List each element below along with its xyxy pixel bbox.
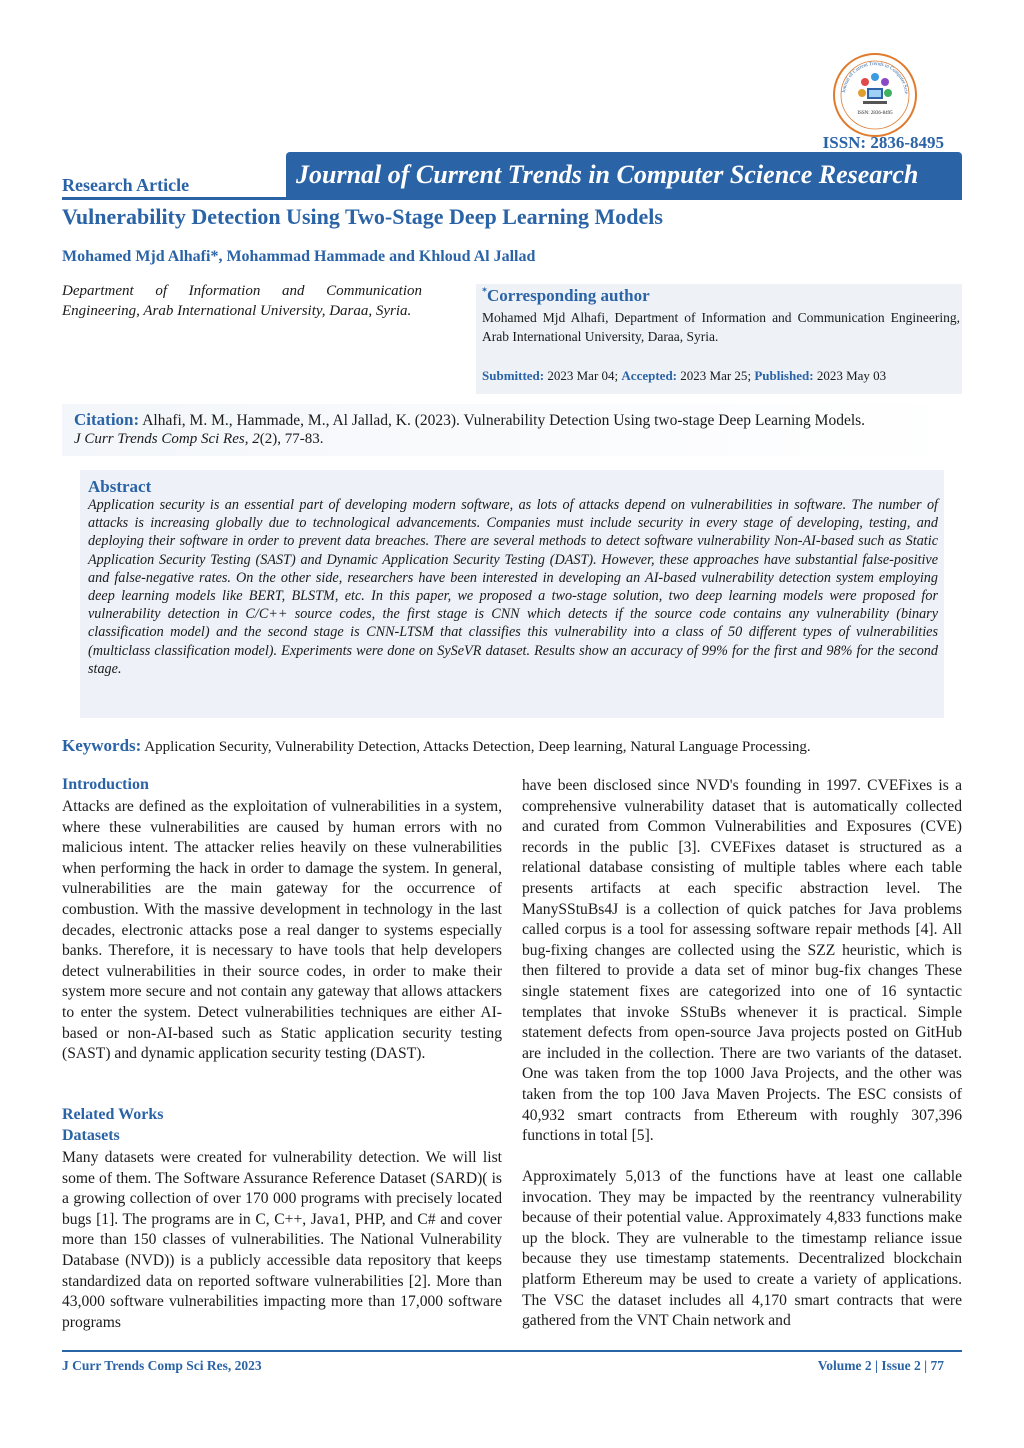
footer-page-info: Volume 2 | Issue 2 | 77 <box>817 1358 944 1373</box>
author-affiliation: Department of Information and Communication Engineering, Arab International University, Daraa, Syria. <box>62 283 422 319</box>
publication-dates: Submitted: 2023 Mar 04; Accepted: 2023 Mar 25; Published: 2023 May 03 <box>482 368 887 383</box>
datasets-text: Many datasets were created for vulnerability detection. We will list some of them. The Software Assurance Reference Dataset (SARD)( is a growing collection of over 170 000 programs with precisely located bugs [1]. The programs are in C, C++, Java1, PHP, and C# and cover more than 150 classes of vulnerabilities. The National Vulnerability Database (NVD)) is a publicly accessible data repository that keeps standardized data on reported software vulnerabilities [2]. More than 43,000 software vulnerabilities impacting more than 17,000 software programs <box>62 1149 502 1331</box>
corresponding-author-heading <box>482 286 650 306</box>
citation-issue-pages: (2), 77-83. <box>259 431 324 447</box>
introduction-text: Attacks are defined as the exploitation of vulnerabilities in a system, where these vulnerabilities are caused by human errors with no malicious intent. The attacker relies heavily on these vulnerabilities when performing the hack in order to damage the system. In general, vulnerabilities are the main gateway for the occurrence of combustion. With the massive development in technology in the last decades, electronic attacks pose a real danger to systems especially banks. Therefore, it is necessary to have tools that help developers detect vulnerabilities in their source codes, in order to make their system more secure and not contain any gateway that allows attackers to enter the system. Detect vulnerabilities techniques are either AI-based or non-AI-based such as Static application security testing (SAST) and dynamic application security testing (DAST). <box>62 798 502 1063</box>
citation-volume: 2 <box>252 431 260 447</box>
datasets-heading: Datasets <box>62 1127 120 1144</box>
published-date: 2023 May 03 <box>816 368 887 383</box>
logo-arc-text: Journal of Current Trends in Computer Scie <box>841 60 910 95</box>
accepted-label: Accepted: <box>621 368 678 383</box>
accepted-date: 2023 Mar 25 <box>680 368 748 383</box>
article-type: Research Article <box>62 175 190 195</box>
journal-name-bar <box>286 152 962 200</box>
abstract-text: Application security is an essential part of developing modern software, as lots of attacks depend on vulnerabilities in software. The number of attacks is increasing globally due to technological advancements. Companies must include security in every stage of developing, testing, and deploying their software in order to prevent data breaches. There are several methods to detect software vulnerability Non-AI-based such as Static Application Security Testing (SAST) and Dynamic Application Security Testing (DAST). However, these approaches have substantial false-positive and false-negative rates. On the other side, researchers have been interested in developing an AI-based vulnerability detection system employing deep learning models like BERT, BLSTM, etc. In this paper, we proposed a two-stage solution, two deep learning models were proposed for vulnerability detection in C/C++ source codes, the first stage is CNN which detects if the source code contains any vulnerability (binary classification model) and the second stage is CNN-LTSM that classifies this vulnerability into a class of 50 different types of vulnerabilities (multiclass classification model). Experiments were done on SySeVR dataset. Results show an accuracy of 99% for the first and 98% for the second stage. <box>88 497 938 677</box>
keywords <box>62 736 962 756</box>
footer-rule <box>62 1350 962 1352</box>
article-authors: Mohamed Mjd Alhafi*, Mohammad Hammade and Khloud Al Jallad <box>62 248 536 265</box>
header-rule <box>62 197 962 200</box>
keywords-text: Application Security, Vulnerability Detection, Attacks Detection, Deep learning, Natural Language Processing. <box>144 739 811 755</box>
article-title: Vulnerability Detection Using Two-Stage Deep Learning Models <box>62 204 663 229</box>
right-column-paragraph-2: Approximately 5,013 of the functions have at least one callable invocation. They may be impacted by the reentrancy vulnerability because of their potential value. Approximately 4,833 functions make up the block. They are vulnerable to the timestamp reliance issue because they use timestamp statements. Decentralized blockchain platform Ethereum may be used to create a variety of applications. The VSC the dataset includes all 4,170 smart contracts that were gathered from the VNT Chain network and <box>522 1168 962 1330</box>
published-label: Published: <box>754 368 814 383</box>
introduction-heading: Introduction <box>62 776 149 793</box>
citation-journal: J Curr Trends Comp Sci Res, <box>74 431 249 447</box>
corresponding-author-box <box>476 284 962 394</box>
journal-name: Journal of Current Trends in Computer Science Research <box>296 160 919 189</box>
citation-label: Citation: <box>74 410 140 429</box>
keywords-label: Keywords: <box>62 736 142 755</box>
submitted-label: Submitted: <box>482 368 545 383</box>
abstract-heading: Abstract <box>88 477 152 496</box>
issn-label: ISSN: 2836-8495 <box>822 133 944 152</box>
corresponding-marker: * <box>482 286 487 298</box>
journal-logo <box>832 52 918 138</box>
citation-line <box>74 410 865 430</box>
submitted-date: 2023 Mar 04 <box>547 368 615 383</box>
corresponding-heading-text: Corresponding author <box>487 286 650 305</box>
right-column-paragraph-1: have been disclosed since NVD's founding in 1997. CVEFixes is a comprehensive vulnerability dataset that is automatically collected and curated from Common Vulnerabilities and Exposures (CVE) records in the public [3]. CVEFixes dataset is structured as a relational database consisting of multiple tables where each table presents artifacts at each specific abstraction level. The ManySStuBs4J is a collection of quick patches for Java problems called corpus is a tool for assessing software repair methods [4]. All bug-fixing changes are collected using the SZZ heuristic, which is then filtered to provide a data set of minor bug-fix changes These single statement fixes are categorized into one of 16 syntactic templates that invoke SStuBs whenever it is practical. Simple statement defects from open-source Java projects posted on GitHub are included in the collection. There are two variants of the dataset. One was taken from the top 1000 Java Projects, and the other was taken from the top 100 Java Maven Projects. The ESC consists of 40,932 smart contracts from Ethereum with roughly 307,396 functions in total [5]. <box>522 777 962 1145</box>
citation-text: Alhafi, M. M., Hammade, M., Al Jallad, K. (2023). Vulnerability Detection Using two-stage Deep Learning Models. <box>142 412 866 429</box>
logo-issn-text: ISSN: 2836-8495 <box>857 111 893 116</box>
corresponding-author-text: Mohamed Mjd Alhafi, Department of Information and Communication Engineering, Arab International University, Daraa, Syria. <box>482 310 960 344</box>
related-works-heading: Related Works <box>62 1106 164 1123</box>
footer-journal: J Curr Trends Comp Sci Res, 2023 <box>62 1358 262 1373</box>
citation-journal-line <box>74 431 323 448</box>
